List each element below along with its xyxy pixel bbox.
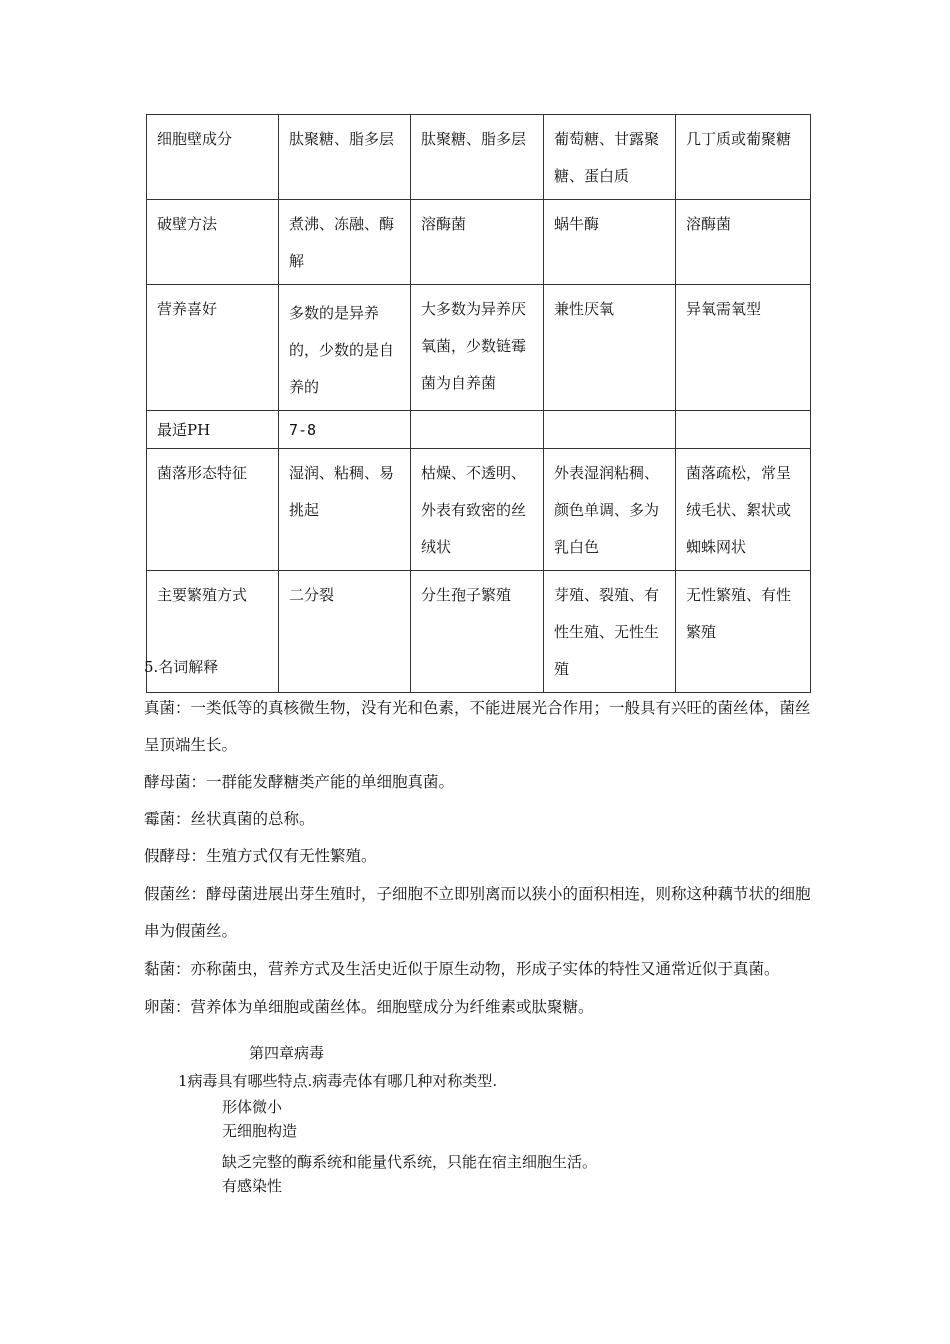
definition-paragraph: 黏菌：亦称菌虫，营养方式及生活史近似于原生动物，形成子实体的特性又通常近似于真菌。 <box>144 960 780 978</box>
answer-item: 有感染性 <box>222 1177 283 1195</box>
row-label: 主要繁殖方式 <box>147 571 279 693</box>
definition-paragraph: 假酵母：生殖方式仅有无性繁殖。 <box>144 847 377 865</box>
table-row <box>147 449 811 571</box>
definition-paragraph: 假菌丝：酵母菌进展出芽生殖时，子细胞不立即别离而以狭小的面积相连，则称这种藕节状的细胞串为假菌丝。 <box>144 885 811 940</box>
table-cell: 外表湿润粘稠、颜色单调、多为乳白色 <box>544 449 676 571</box>
chapter-title: 第四章病毒 <box>249 1044 325 1062</box>
table-cell: 湿润、粘稠、易挑起 <box>279 449 411 571</box>
table-cell: 枯燥、不透明、外表有致密的丝绒状 <box>411 449 544 571</box>
table-cell: 无性繁殖、有性繁殖 <box>676 571 811 693</box>
table-cell: 兼性厌氧 <box>544 285 676 411</box>
table-cell: 葡萄糖、甘露聚糖、蛋白质 <box>544 115 676 200</box>
table-cell: 蜗牛酶 <box>544 200 676 285</box>
table-cell: 煮沸、冻融、酶解 <box>279 200 411 285</box>
table-cell: 溶酶菌 <box>676 200 811 285</box>
answer-item: 缺乏完整的酶系统和能量代系统，只能在宿主细胞生活。 <box>222 1153 598 1171</box>
table-cell: 溶酶菌 <box>411 200 544 285</box>
table-cell: 分生孢子繁殖 <box>411 571 544 693</box>
table-cell: 大多数为异养厌氧菌，少数链霉菌为自养菌 <box>411 285 544 411</box>
row-label: 细胞壁成分 <box>147 115 279 200</box>
table-row <box>147 200 811 285</box>
table-cell: 7-8 <box>279 411 411 449</box>
section-heading: 5.名词解释 <box>144 658 219 676</box>
table-cell: 几丁质或葡聚糖 <box>676 115 811 200</box>
table-cell: 异氧需氧型 <box>676 285 811 411</box>
table-cell: 芽殖、裂殖、有性生殖、无性生殖 <box>544 571 676 693</box>
answer-item: 无细胞构造 <box>222 1122 298 1140</box>
row-label: 最适PH <box>147 411 279 449</box>
row-label: 菌落形态特征 <box>147 449 279 571</box>
table-cell: 菌落疏松，常呈绒毛状、絮状或蜘蛛网状 <box>676 449 811 571</box>
table-cell: 肽聚糖、脂多层 <box>411 115 544 200</box>
table-cell <box>544 411 676 449</box>
definition-paragraph: 酵母菌：一群能发酵糖类产能的单细胞真菌。 <box>144 773 455 791</box>
table-cell: 二分裂 <box>279 571 411 693</box>
definition-paragraph: 卵菌：营养体为单细胞或菌丝体。细胞壁成分为纤维素或肽聚糖。 <box>144 998 594 1016</box>
table-cell <box>411 411 544 449</box>
table-cell: 多数的是异养的，少数的是自养的 <box>279 285 411 411</box>
row-label: 营养喜好 <box>147 285 279 411</box>
table-row <box>147 285 811 411</box>
row-label: 破壁方法 <box>147 200 279 285</box>
question-text: 1病毒具有哪些特点.病毒壳体有哪几种对称类型. <box>178 1072 498 1090</box>
answer-item: 形体微小 <box>222 1098 283 1116</box>
table-row <box>147 411 811 449</box>
definition-paragraph: 霉菌：丝状真菌的总称。 <box>144 810 315 828</box>
table-cell <box>676 411 811 449</box>
table-row <box>147 115 811 200</box>
table-cell: 肽聚糖、脂多层 <box>279 115 411 200</box>
microbe-comparison-table <box>146 114 811 693</box>
definition-paragraph: 真菌：一类低等的真核微生物，没有光和色素，不能进展光合作用；一般具有兴旺的菌丝体，菌丝呈顶端生长。 <box>144 699 811 754</box>
